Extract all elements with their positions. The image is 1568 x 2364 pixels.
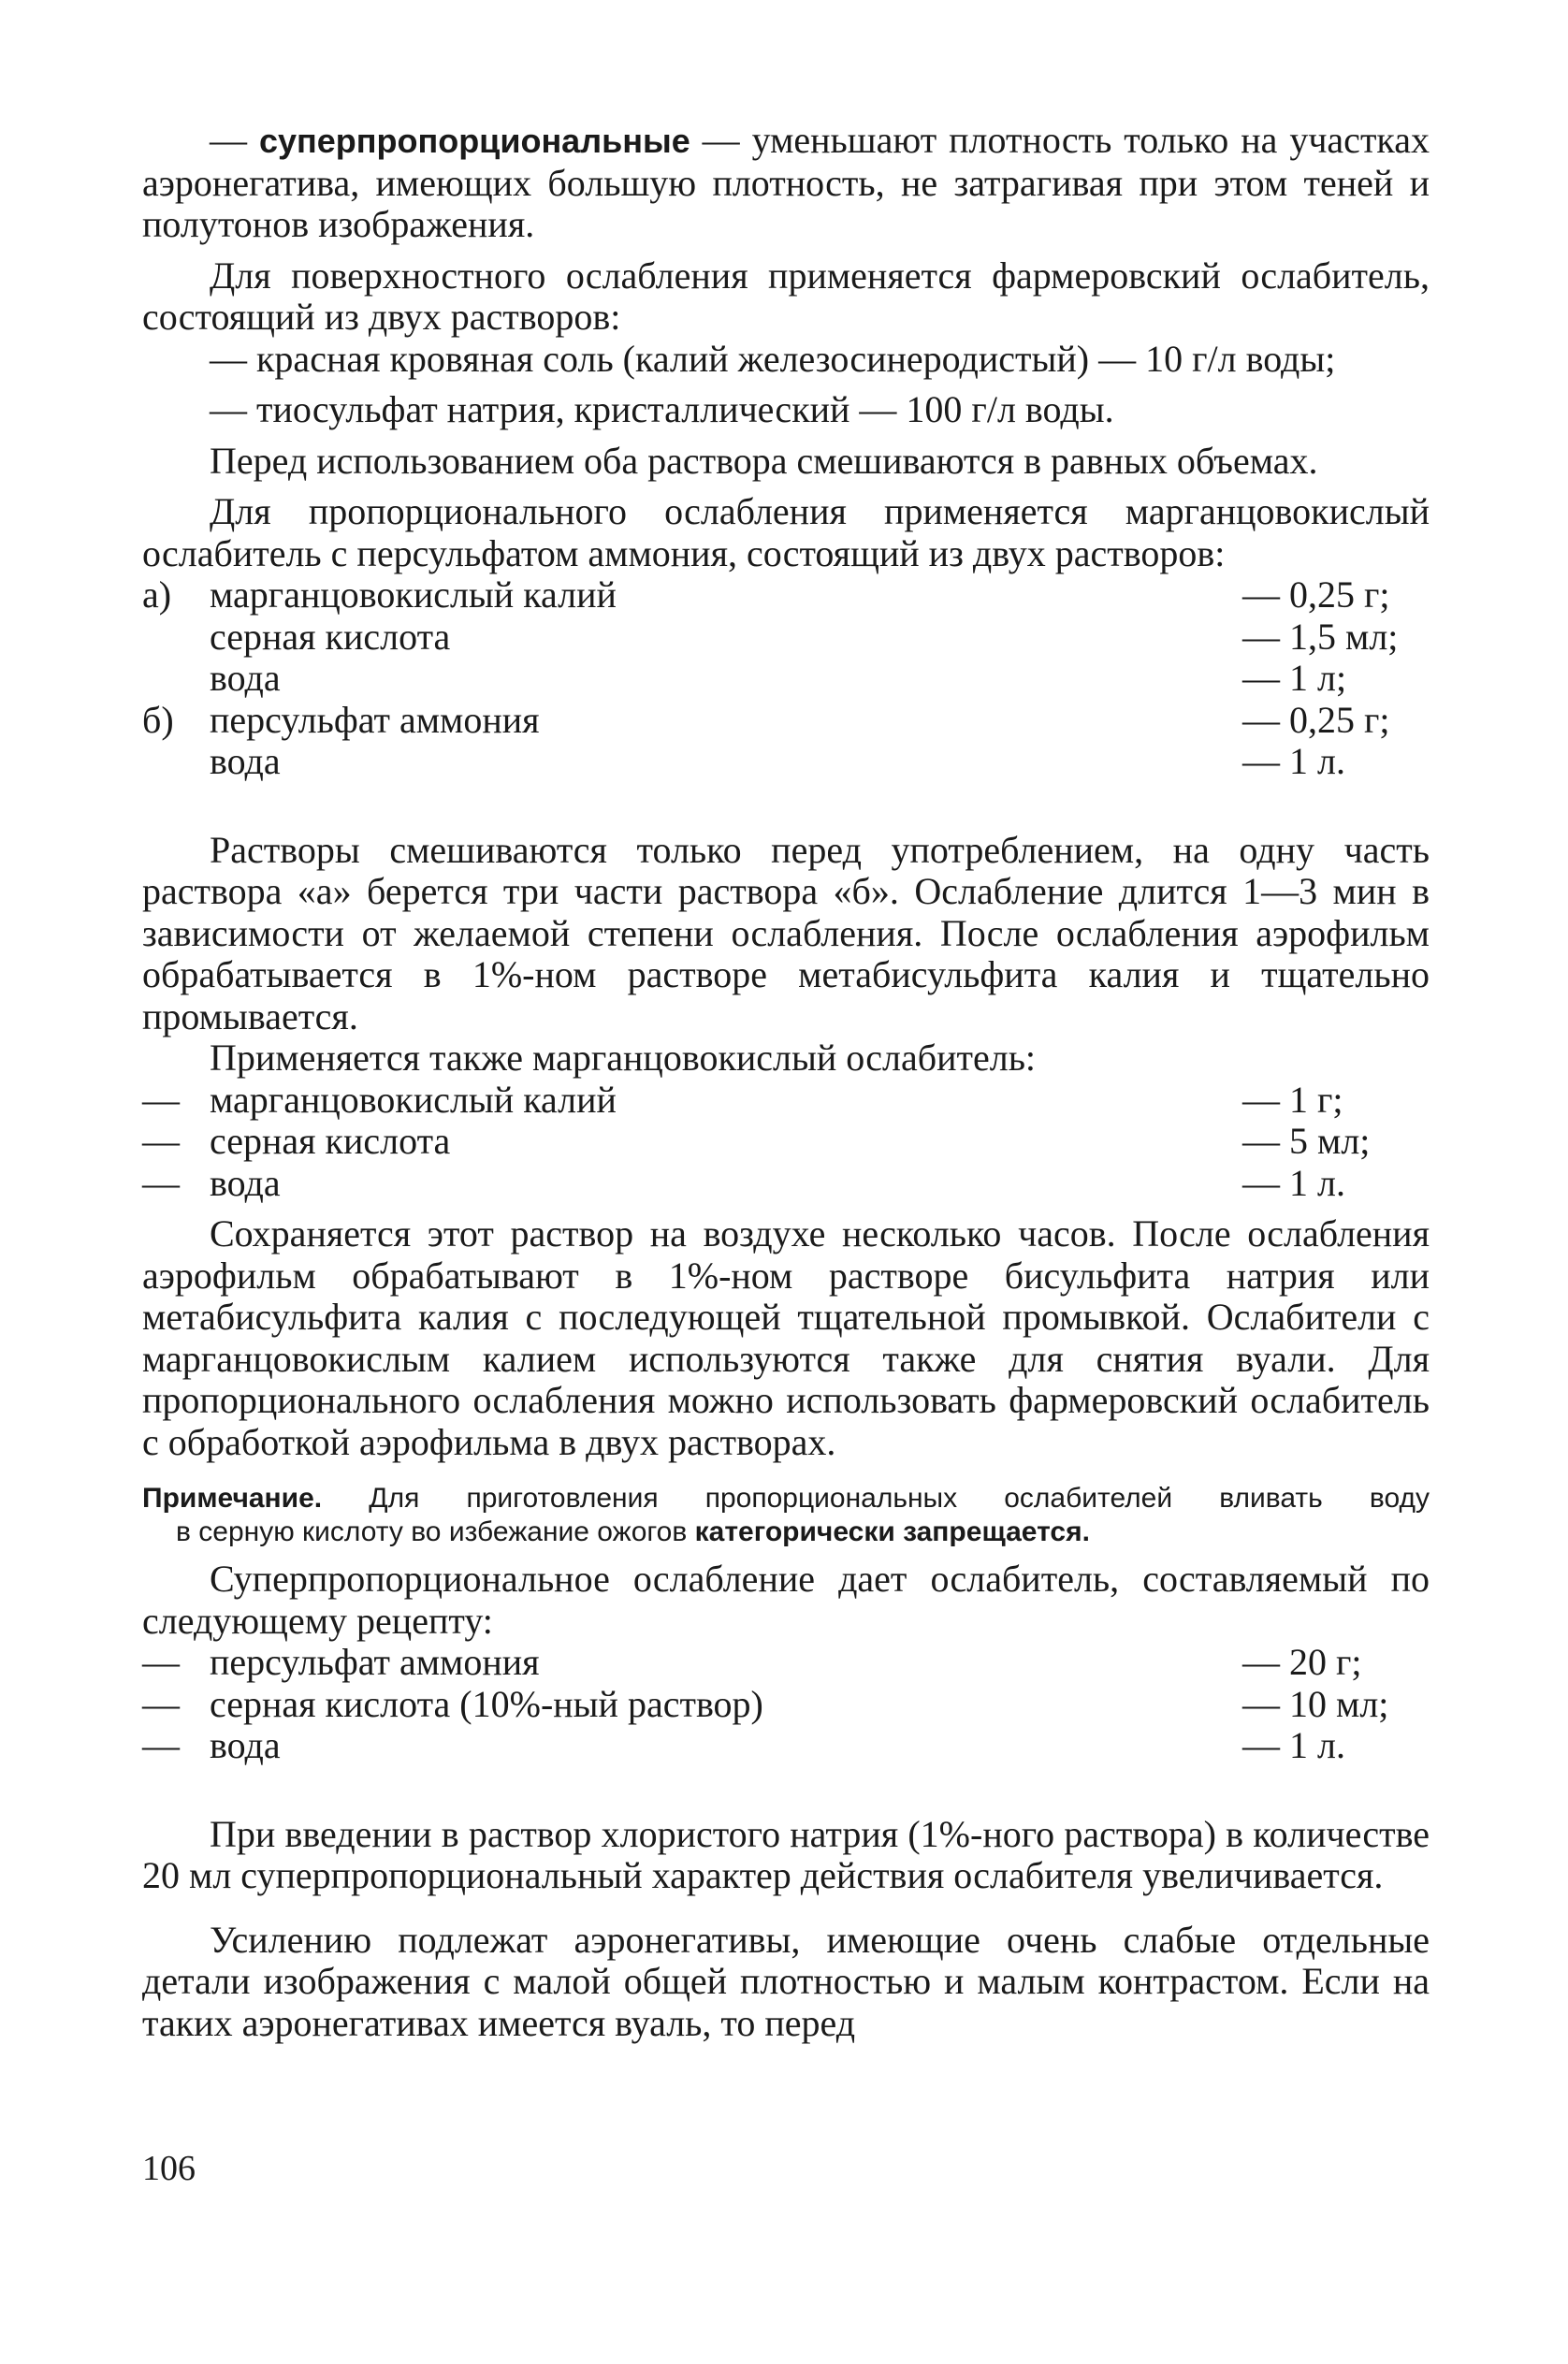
recipe-row xyxy=(142,1163,1430,1205)
recipe-prefix: — xyxy=(142,1078,180,1121)
note-line-2 xyxy=(142,1516,1430,1549)
paragraph-red-salt: — красная кровяная соль (калий железосинеродистый) — 10 г/л воды; xyxy=(210,337,1336,380)
paragraph-text: — уменьшают плотность только на участках аэронегатива, имеющих большую плотность, не затрагивая при этом теней и полутонов изображения. xyxy=(142,119,1430,245)
paragraph-storage: Сохраняется этот раствор на воздухе несколько часов. После ослабления аэрофильм обрабатывают в 1%-ном растворе бисульфита натрия или метабисульфита калия с последующей тщательной промывкой. Ослабители с марганцовокислым калием используются также для снятия вуали. Для пропорционального ослабления можно использовать фармеровский ослабитель с обработкой аэрофильма в двух растворах. xyxy=(142,1212,1430,1463)
recipe-prefix: — xyxy=(142,1161,180,1204)
recipe-row xyxy=(142,1080,1430,1122)
recipe-amount: — 0,25 г; xyxy=(1242,573,1390,616)
recipe-ingredient: вода xyxy=(210,657,281,699)
recipe-list-3 xyxy=(142,1642,1430,1767)
recipe-prefix: — xyxy=(142,1120,180,1162)
recipe-ingredient: вода xyxy=(210,1161,281,1204)
recipe-ingredient: серная кислота (10%-ный раствор) xyxy=(210,1682,763,1725)
recipe-ingredient: серная кислота xyxy=(210,1120,451,1162)
paragraph-mixing: Перед использованием оба раствора смешиваются в равных объемах. xyxy=(210,439,1318,482)
recipe-list-2 xyxy=(142,1080,1430,1205)
recipe-ingredient: персульфат аммония xyxy=(210,1641,540,1683)
recipe-prefix: — xyxy=(142,1641,180,1683)
recipe-list-1 xyxy=(142,574,1430,783)
recipe-amount: — 1 л; xyxy=(1242,657,1347,699)
note-text: Для приготовления пропорциональных ослабителей вливать воду xyxy=(369,1483,1430,1514)
recipe-amount: — 1 г; xyxy=(1242,1078,1343,1121)
recipe-row xyxy=(142,1121,1430,1163)
paragraph-sodium-chloride: При введении в раствор хлористого натрия (1%-ного раствора) в количестве 20 мл суперпропорциональный характер действия ослабителя увеличивается. xyxy=(142,1812,1430,1896)
recipe-row xyxy=(142,1725,1430,1767)
paragraph-proportional: Для пропорционального ослабления применяется марганцовокислый ослабитель с персульфатом аммония, состоящий из двух растворов: xyxy=(142,490,1430,574)
recipe-ingredient: персульфат аммония xyxy=(210,698,540,741)
paragraph-mixing-procedure: Растворы смешиваются только перед употреблением, на одну часть раствора «а» берется три части раствора «б». Ослабление длится 1—3 мин в зависимости от желаемой степени ослабления. После ослабления аэрофильм обрабатывается в 1%-ном растворе метабисульфита калия и тщательно промывается. xyxy=(142,828,1430,1037)
page-body xyxy=(142,120,1430,2044)
recipe-amount: — 10 мл; xyxy=(1242,1682,1389,1725)
dash: — xyxy=(210,119,259,161)
paragraph-thiosulfate: — тиосульфат натрия, кристаллический — 100 г/л воды. xyxy=(210,388,1114,430)
note xyxy=(142,1482,1430,1549)
note-line-1 xyxy=(142,1482,1430,1516)
recipe-amount: — 1 л. xyxy=(1242,1724,1345,1766)
recipe-prefix: — xyxy=(142,1682,180,1725)
term-superproportional: суперпропорциональные xyxy=(258,122,690,160)
recipe-amount: — 1,5 мл; xyxy=(1242,615,1399,658)
recipe-row xyxy=(142,1684,1430,1726)
recipe-prefix: — xyxy=(142,1724,180,1766)
recipe-ingredient: вода xyxy=(210,1724,281,1766)
recipe-ingredient: вода xyxy=(210,740,281,782)
recipe-ingredient: марганцовокислый калий xyxy=(210,573,617,616)
page-number: 106 xyxy=(142,2149,196,2188)
note-emphasis: категорически запрещается. xyxy=(694,1516,1090,1547)
paragraph-superproportional-recipe: Суперпропорциональное ослабление дает ослабитель, составляемый по следующему рецепту: xyxy=(142,1558,1430,1642)
note-label: Примечание. xyxy=(142,1483,323,1514)
recipe-prefix: а) xyxy=(142,573,172,616)
paragraph-permanganate: Применяется также марганцовокислый ослабитель: xyxy=(210,1037,1037,1079)
recipe-amount: — 0,25 г; xyxy=(1242,698,1390,741)
paragraph-intensification: Усилению подлежат аэронегативы, имеющие очень слабые отдельные детали изображения с малой общей плотностью и малым контрастом. Если на таких аэронегативах имеется вуаль, то перед xyxy=(142,1918,1430,2044)
recipe-amount: — 20 г; xyxy=(1242,1641,1362,1683)
recipe-row xyxy=(142,616,1430,659)
recipe-row xyxy=(142,574,1430,616)
recipe-row xyxy=(142,1642,1430,1684)
recipe-row xyxy=(142,741,1430,783)
recipe-amount: — 1 л. xyxy=(1242,740,1345,782)
recipe-prefix: б) xyxy=(142,698,174,741)
recipe-ingredient: марганцовокислый калий xyxy=(210,1078,617,1121)
recipe-ingredient: серная кислота xyxy=(210,615,451,658)
recipe-amount: — 1 л. xyxy=(1242,1161,1345,1204)
recipe-row xyxy=(142,658,1430,700)
recipe-amount: — 5 мл; xyxy=(1242,1120,1371,1162)
paragraph-superproportional xyxy=(142,120,1430,246)
recipe-row xyxy=(142,700,1430,742)
paragraph-surface-reduction: Для поверхностного ослабления применяется фармеровский ослабитель, состоящий из двух растворов: xyxy=(142,254,1430,338)
note-text: в серную кислоту во избежание ожогов xyxy=(176,1516,688,1547)
